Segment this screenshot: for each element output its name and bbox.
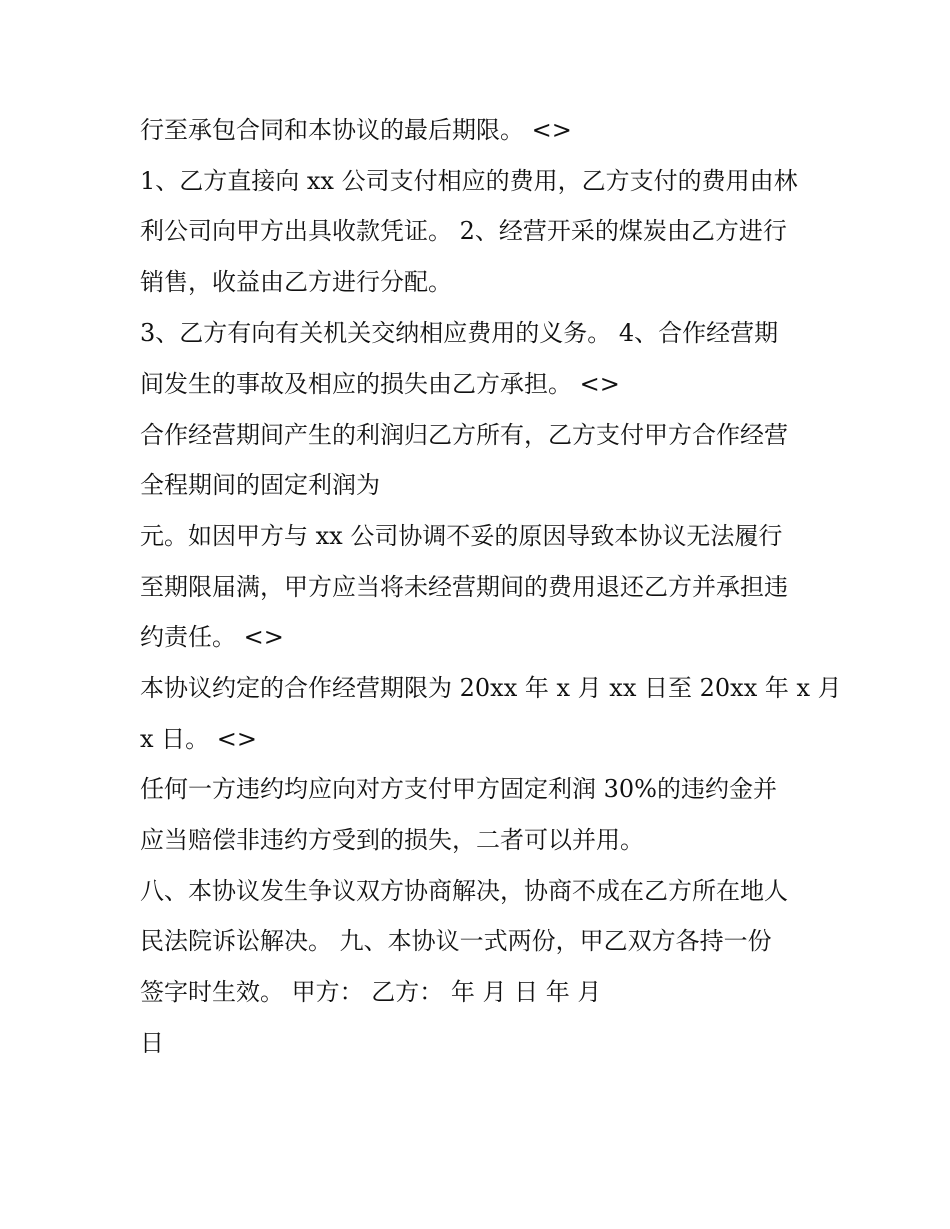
text-line: 约责任。 <>	[140, 623, 284, 651]
text-line: 3、乙方有向有关机关交纳相应费用的义务。 4、合作经营期	[140, 319, 779, 347]
text-line: 日	[140, 1029, 164, 1057]
text-line: 本协议约定的合作经营期限为 20xx 年 x 月 xx 日至 20xx 年 x 月	[140, 674, 842, 702]
text-line: 全程期间的固定利润为	[140, 471, 380, 499]
text-line: 1、乙方直接向 xx 公司支付相应的费用，乙方支付的费用由林	[140, 167, 798, 195]
text-line: 利公司向甲方出具收款凭证。 2、经营开采的煤炭由乙方进行	[140, 217, 787, 245]
text-line: 民法院诉讼解决。 九、本协议一式两份，甲乙双方各持一份	[140, 927, 772, 955]
text-line: 签字时生效。 甲方： 乙方： 年 月 日 年 月	[140, 978, 602, 1006]
text-line: 元。如因甲方与 xx 公司协调不妥的原因导致本协议无法履行	[140, 522, 783, 550]
text-line: 八、本协议发生争议双方协商解决，协商不成在乙方所在地人	[140, 877, 788, 905]
text-line: 应当赔偿非违约方受到的损失，二者可以并用。	[140, 826, 644, 854]
text-line: 合作经营期间产生的利润归乙方所有，乙方支付甲方合作经营	[140, 421, 788, 449]
text-line: x 日。 <>	[140, 725, 258, 753]
text-line: 任何一方违约均应向对方支付甲方固定利润 30%的违约金并	[140, 775, 777, 803]
text-line: 间发生的事故及相应的损失由乙方承担。 <>	[140, 370, 620, 398]
text-line: 销售，收益由乙方进行分配。	[140, 268, 452, 296]
text-line: 至期限届满，甲方应当将未经营期间的费用退还乙方并承担违	[140, 573, 788, 601]
text-line: 行至承包合同和本协议的最后期限。 <>	[140, 116, 572, 144]
